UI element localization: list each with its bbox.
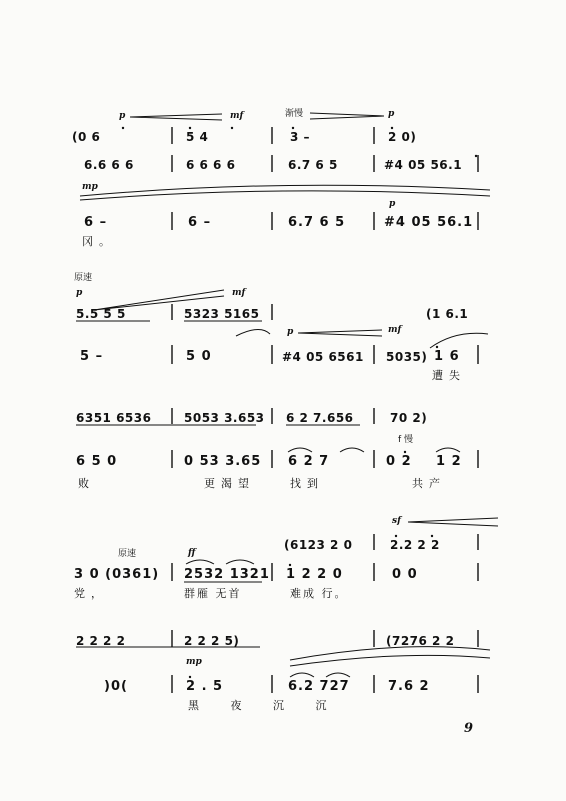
notation-row: 6 2 7.656 bbox=[286, 411, 354, 425]
lyric-text: 败 bbox=[78, 477, 95, 490]
notation-row: 3 – bbox=[290, 130, 311, 144]
dynamic-marking: mf bbox=[232, 288, 246, 298]
dynamic-marking: ff bbox=[188, 548, 196, 558]
lyric-text: 遭失 bbox=[432, 369, 466, 382]
tempo-marking: f 慢 bbox=[398, 435, 414, 445]
notation-row: #4 05 56.1 bbox=[384, 215, 474, 230]
lyric-text: 党， bbox=[74, 587, 108, 600]
notation-row: 0 53 3.65 bbox=[184, 454, 262, 469]
notation-row: 1 2 bbox=[436, 454, 462, 469]
notation-row: )0( bbox=[104, 679, 128, 694]
tempo-marking: 原速 bbox=[74, 273, 93, 283]
lyric-text: 群雁 无首 bbox=[184, 587, 242, 600]
notation-row: 0 2 bbox=[386, 454, 412, 469]
dynamic-marking: mf bbox=[388, 325, 402, 335]
lyric-text: 冈。 bbox=[82, 235, 116, 248]
notation-row: (0 6 bbox=[72, 130, 101, 144]
notation-row: 7.6 2 bbox=[388, 679, 430, 694]
notation-row: 1 6 bbox=[434, 349, 460, 364]
dynamic-marking: p bbox=[76, 288, 83, 298]
notation-row: 6.7 6 5 bbox=[288, 158, 338, 172]
lyric-text: 找到 bbox=[290, 477, 324, 490]
notation-row: 5 – bbox=[80, 349, 104, 364]
notation-row: 1 2 2 0 bbox=[286, 567, 343, 582]
notation-row: 6.6 6 6 bbox=[84, 158, 134, 172]
lyric-text: 难成 行。 bbox=[290, 587, 348, 600]
notation-row: 6 – bbox=[84, 215, 108, 230]
dynamic-marking: sf bbox=[392, 516, 401, 526]
page-number: 9 bbox=[464, 721, 474, 736]
notation-row: 6351 6536 bbox=[76, 411, 152, 425]
notation-row: 3 0 (0361) bbox=[74, 567, 160, 582]
notation-row: 6 6 6 6 bbox=[186, 158, 236, 172]
notation-row: 2 0) bbox=[388, 130, 417, 144]
notation-row: 5053 3.653 bbox=[184, 411, 265, 425]
tempo-marking: 渐慢 bbox=[285, 109, 304, 119]
tempo-marking: 原速 bbox=[118, 549, 137, 559]
notation-row: 5323 5165 bbox=[184, 307, 260, 321]
notation-row: 6.7 6 5 bbox=[288, 215, 346, 230]
notation-row: 5 0 bbox=[186, 349, 212, 364]
notation-row: (7276 2 2 bbox=[386, 634, 455, 648]
notation-row: 2 . 5 bbox=[186, 679, 224, 694]
notation-row: 70 2) bbox=[390, 411, 428, 425]
lyric-text: 更渴望 bbox=[204, 477, 255, 490]
dynamic-marking: p bbox=[389, 199, 396, 209]
dynamic-marking: mf bbox=[230, 111, 244, 121]
dynamic-marking: mp bbox=[186, 657, 202, 667]
notation-row: 6 5 0 bbox=[76, 454, 118, 469]
notation-row: 2 2 2 2 bbox=[76, 634, 126, 648]
notation-row: (1 6.1 bbox=[426, 307, 469, 321]
notation-row: 5.5 5 5 bbox=[76, 307, 126, 321]
dynamic-marking: p bbox=[119, 111, 126, 121]
notation-row: 5035) bbox=[386, 350, 428, 364]
notation-row: 5 4 bbox=[186, 130, 209, 144]
notation-row: 2 2 2 5) bbox=[184, 634, 240, 648]
dynamic-marking: mp bbox=[82, 182, 98, 192]
notation-row: 6 – bbox=[188, 215, 212, 230]
lyric-text: 黑 夜 沉 沉 bbox=[188, 699, 341, 712]
lyric-text: 共产 bbox=[412, 477, 446, 490]
notation-row: 2532 1321 bbox=[184, 567, 270, 582]
notation-row: #4 05 56.1 bbox=[384, 158, 463, 172]
notation-row: #4 05 6561 bbox=[282, 350, 364, 364]
notation-row: 0 0 bbox=[392, 567, 418, 582]
notation-row: 6 2 7 bbox=[288, 454, 330, 469]
dynamic-marking: p bbox=[287, 327, 294, 337]
dynamic-marking: p bbox=[388, 109, 395, 119]
notation-row: 6.2 727 bbox=[288, 679, 350, 694]
notation-row: (6123 2 0 bbox=[284, 538, 353, 552]
notation-row: 2.2 2 2 bbox=[390, 538, 440, 552]
